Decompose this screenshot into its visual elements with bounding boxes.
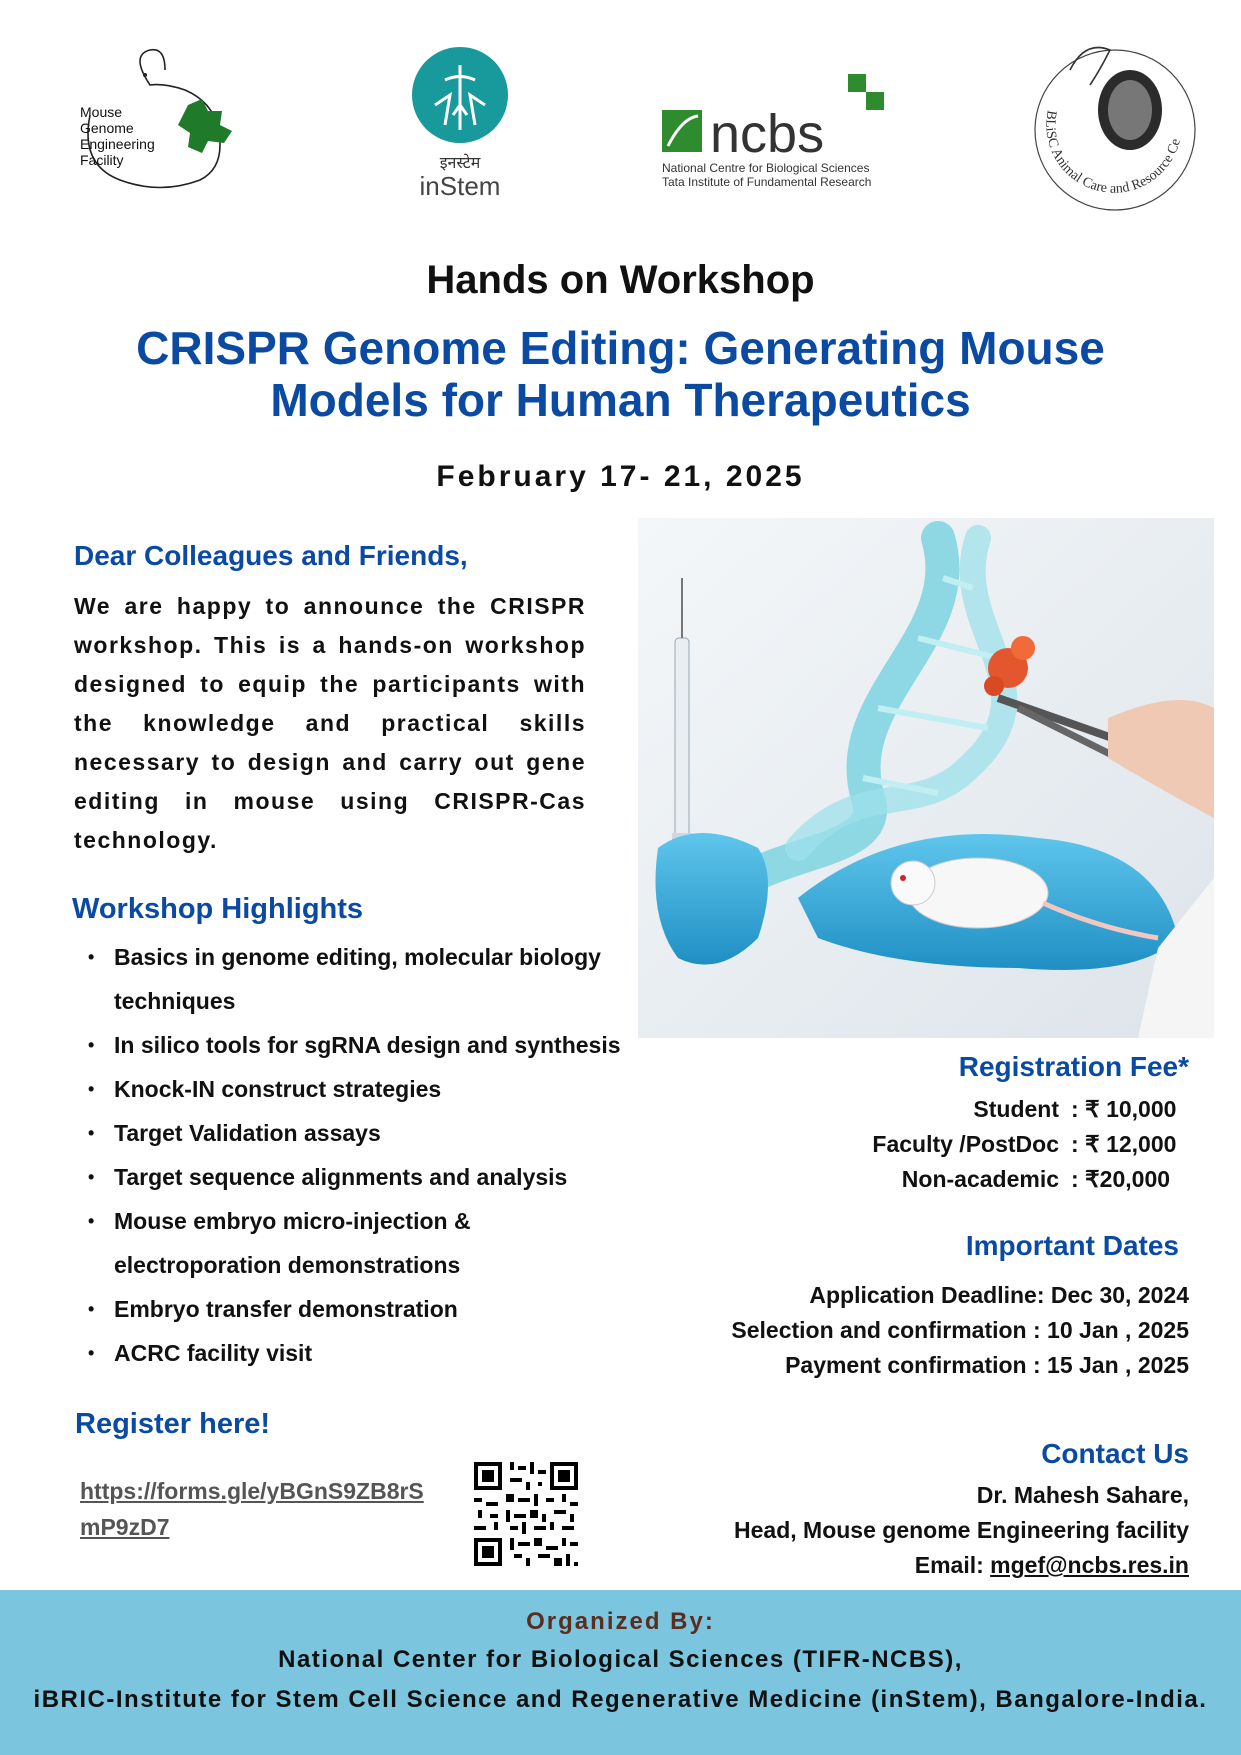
list-item: • Basics in genome editing, molecular biology techniques [88, 935, 628, 1023]
date-row: Selection and confirmation : 10 Jan , 2025 [731, 1317, 1189, 1343]
contact-email [734, 1548, 1189, 1583]
svg-text:inStem: inStem [419, 171, 501, 201]
fee-value: : ₹ 12,000 [1071, 1131, 1177, 1157]
svg-text:Genome: Genome [80, 120, 134, 136]
fee-row [872, 1127, 1189, 1162]
contact-block [734, 1478, 1189, 1583]
fee-row [872, 1092, 1189, 1127]
svg-text:National Centre for Biological: National Centre for Biological Sciences [662, 161, 870, 175]
title-line-2: Models for Human Therapeutics [270, 374, 971, 426]
ncbs-logo [660, 70, 900, 190]
list-item: • Knock-IN construct strategies [88, 1067, 628, 1111]
fee-value: : ₹ 10,000 [1071, 1096, 1177, 1122]
contact-heading: Contact Us [1041, 1438, 1189, 1469]
registration-link[interactable]: https://forms.gle/yBGnS9ZB8rSmP9zD7 [80, 1478, 424, 1540]
organizer-line-1: National Center for Biological Sciences (TIFR-NCBS), [278, 1646, 963, 1673]
register-heading: Register here! [75, 1408, 271, 1440]
crispr-mouse-photo [638, 518, 1214, 1038]
fee-label: Student [973, 1096, 1059, 1122]
highlights-heading: Workshop Highlights [72, 893, 364, 925]
date-row: Application Deadline: Dec 30, 2024 [809, 1282, 1189, 1308]
fee-row [872, 1162, 1189, 1197]
contact-name: Dr. Mahesh Sahare, [976, 1482, 1189, 1508]
contact-role: Head, Mouse genome Engineering facility [734, 1517, 1189, 1543]
blisc-logo [1030, 30, 1200, 220]
svg-text:BLiSC Animal Care and Resource: BLiSC Animal Care and Resource Ce [1042, 109, 1184, 197]
list-item: • ACRC facility visit [88, 1331, 628, 1375]
list-item: • Mouse embryo micro-injection & electroporation demonstrations [88, 1199, 628, 1287]
intro-paragraph: We are happy to announce the CRISPR workshop. This is a hands-on workshop designed to equip the participants with the knowledge and practical skills necessary to design and carry out gene editing in mouse using CRISPR-Cas technology. [74, 593, 586, 853]
important-dates-heading: Important Dates [965, 1230, 1179, 1261]
fee-value: : ₹20,000 [1071, 1166, 1171, 1192]
svg-text:ncbs: ncbs [710, 104, 825, 164]
fee-label: Faculty /PostDoc [872, 1131, 1059, 1157]
fee-table [872, 1092, 1189, 1197]
title-line-1: CRISPR Genome Editing: Generating Mouse [136, 322, 1105, 374]
important-dates-list [731, 1278, 1189, 1383]
footer-banner [0, 1590, 1241, 1755]
svg-text:इनस्टेम: इनस्टेम [439, 153, 481, 172]
list-item: • Target sequence alignments and analysis [88, 1155, 628, 1199]
highlights-list [88, 935, 628, 1375]
svg-text:Mouse: Mouse [80, 104, 123, 120]
registration-fee-heading: Registration Fee* [958, 1051, 1189, 1082]
svg-text:Engineering: Engineering [80, 136, 155, 152]
list-item: • Embryo transfer demonstration [88, 1287, 628, 1331]
contact-email-link[interactable]: mgef@ncbs.res.in [990, 1552, 1189, 1578]
organized-by-label: Organized By: [526, 1608, 715, 1635]
organizer-line-2: iBRIC-Institute for Stem Cell Science and Regenerative Medicine (inStem), Bangalore-India. [33, 1686, 1208, 1713]
page-title [0, 322, 1241, 426]
qr-code[interactable] [470, 1458, 582, 1570]
svg-text:Tata Institute of Fundamental: Tata Institute of Fundamental Research [662, 175, 872, 189]
fee-label: Non-academic [901, 1166, 1059, 1192]
greeting-heading: Dear Colleagues and Friends, [74, 540, 468, 571]
svg-text:Facility: Facility [80, 152, 124, 168]
mgef-logo [70, 45, 260, 200]
workshop-dates: February 17- 21, 2025 [436, 460, 805, 493]
workshop-kicker: Hands on Workshop [426, 258, 815, 302]
contact-email-label: Email: [914, 1552, 991, 1578]
date-row: Payment confirmation : 15 Jan , 2025 [785, 1352, 1189, 1378]
list-item: • Target Validation assays [88, 1111, 628, 1155]
list-item: • In silico tools for sgRNA design and synthesis [88, 1023, 628, 1067]
instem-logo [405, 45, 515, 205]
